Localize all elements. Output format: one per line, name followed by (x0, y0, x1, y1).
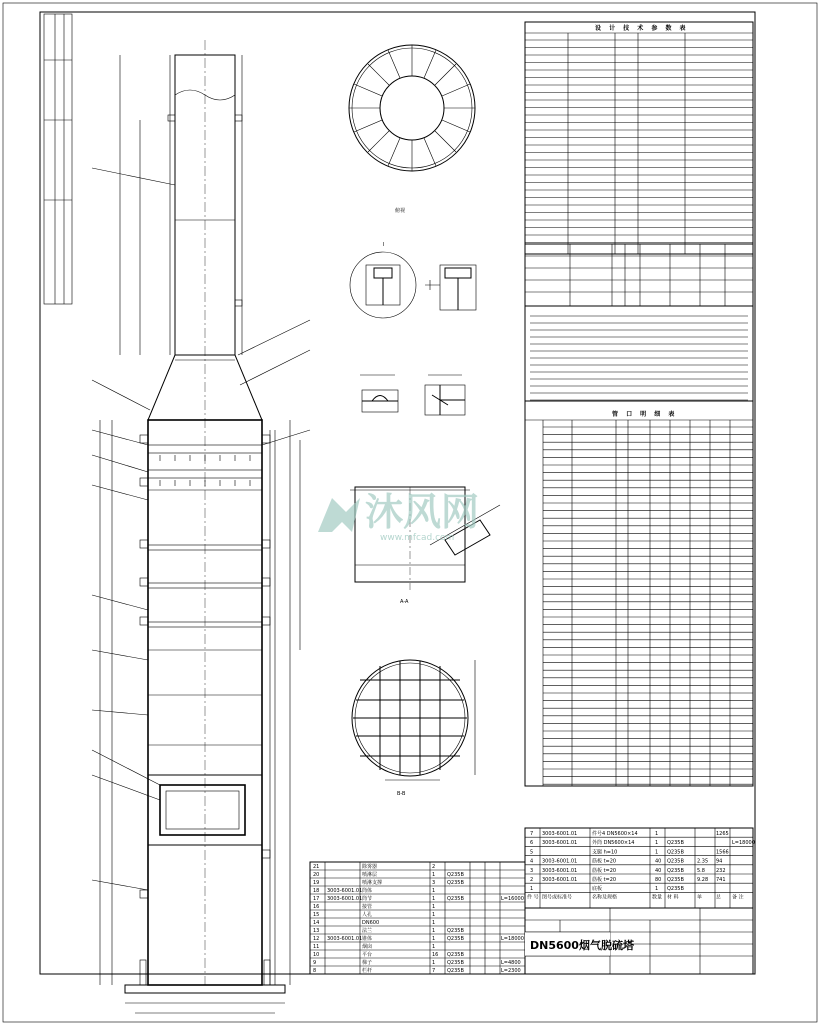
bom-left-qty: 2 (432, 864, 436, 870)
bom-right-code: 3003-6001.01 (542, 840, 578, 847)
bom-left-name: 接管 (362, 904, 373, 910)
bom-right-no: 7 (530, 831, 534, 837)
bom-right-header: 单 (697, 894, 703, 901)
tech-parameter-table (525, 22, 753, 254)
bom-left-no: 14 (313, 920, 320, 926)
section-aa-label: A-A (400, 599, 409, 605)
bom-left-name: 梯子 (362, 960, 373, 966)
bom-right-mat: Q235B (667, 877, 684, 883)
bom-left-qty: 1 (432, 912, 436, 918)
bom-right-mat: Q235B (667, 867, 684, 874)
bom-left-name: 人孔 (362, 912, 373, 918)
bom-left-qty: 1 (432, 904, 436, 910)
bom-right-no: 4 (530, 858, 534, 865)
bom-left-qty: 1 (432, 920, 436, 926)
bom-left-code: 3003-6001.01 (327, 896, 363, 902)
bom-left-no: 19 (313, 880, 320, 886)
section-bb-grid (352, 660, 475, 797)
bom-left-qty: 1 (432, 936, 436, 942)
bom-right-header: 材 料 (667, 894, 679, 901)
bom-left-name: 法兰 (362, 928, 373, 934)
bom-left-name: 喷淋支撑 (362, 880, 383, 886)
bom-right-w1: 9.28 (697, 877, 709, 883)
bom-left-no: 17 (313, 896, 320, 902)
watermark (318, 490, 479, 543)
bom-right-no: 5 (530, 849, 534, 856)
bom-right-w2: 1566 (716, 849, 729, 856)
bom-left-note: L=16000 (501, 896, 524, 902)
bom-left-no: 9 (313, 960, 317, 966)
bom-right-code: 3003-6001.01 (542, 867, 578, 874)
bom-right-mat: Q235B (667, 858, 684, 865)
bom-right-name: 筋板 t=20 (592, 858, 617, 865)
bom-right-w1: 2.35 (697, 858, 709, 865)
bom-left-name: 筒体 (362, 888, 373, 894)
bom-right-no: 6 (530, 840, 534, 847)
bom-left-mat: Q235B (447, 872, 464, 878)
bom-right-name: 筋板 t=20 (592, 867, 617, 874)
bom-left-note: L=4800 (501, 960, 521, 966)
bom-left-name: 栏杆 (362, 968, 373, 974)
bom-right-qty: 1 (655, 849, 659, 856)
detail-label: I (383, 242, 385, 248)
bom-right-w2: 232 (716, 867, 726, 874)
bom-right-qty: 1 (655, 886, 659, 893)
bom-right-code: 3003-6001.01 (542, 831, 578, 837)
bom-right-code: 3003-6001.01 (542, 877, 578, 883)
bom-left-name: 喷淋层 (362, 872, 378, 878)
bom-left-no: 10 (313, 952, 320, 958)
bom-left-mat: Q235B (447, 960, 464, 966)
binding-strip (44, 14, 72, 304)
bom-left-no: 12 (313, 936, 320, 942)
parts-list (525, 401, 753, 786)
bom-right-qty: 80 (655, 877, 662, 883)
bom-left-no: 20 (313, 872, 320, 878)
bom-right-code: 3003-6001.01 (542, 858, 578, 865)
bom-left-no: 15 (313, 912, 320, 918)
bom-left-qty: 16 (432, 952, 439, 958)
nozzle-table (525, 244, 753, 306)
watermark-url: www.mfcad.com (380, 533, 455, 543)
bom-right-mat: Q235B (667, 840, 684, 847)
bom-right-name: 筋板 t=20 (592, 877, 617, 883)
bom-right-header: 件 号 (527, 894, 539, 901)
bom-right-qty: 1 (655, 831, 659, 837)
bom-left-qty: 7 (432, 968, 436, 974)
notes-block (525, 306, 753, 401)
bom-right-qty: 40 (655, 858, 662, 865)
bom-right-header: 总 (716, 894, 722, 901)
bom-left-code: 3003-6001.01 (327, 888, 363, 894)
bom-left-qty: 3 (432, 880, 436, 886)
bom-left-no: 8 (313, 968, 317, 974)
bom-right-name: 外筒 DN5600×14 (592, 840, 635, 847)
bom-right-qty: 1 (655, 840, 659, 847)
bom-right-name: 底板 (592, 886, 603, 893)
tech-table-header: 设 计 技 术 参 数 表 (595, 25, 689, 32)
detail-views (350, 242, 476, 415)
bom-right-qty: 40 (655, 867, 662, 874)
base-ring (125, 985, 285, 993)
bom-left-name: 烟囱 (362, 944, 373, 950)
bom-left-mat: Q235B (447, 968, 464, 974)
bom-left-name: 平台 (362, 952, 373, 958)
watermark-brand: 沐风网 (365, 490, 480, 534)
bom-left-mat: Q235B (447, 880, 464, 886)
bom-right-w2: 94 (716, 858, 723, 865)
bom-left-mat: Q235B (447, 936, 464, 942)
watermark-logo-icon (318, 498, 360, 532)
bom-left-qty: 1 (432, 896, 436, 902)
bom-left-qty: 1 (432, 888, 436, 894)
bom-right-w1: 5.8 (697, 867, 705, 874)
bom-left-note: L=2300 (501, 968, 521, 974)
bom-left-mat: Q235B (447, 952, 464, 958)
bom-left-no: 18 (313, 888, 320, 894)
title-block (525, 908, 753, 974)
bom-left-qty: 1 (432, 928, 436, 934)
bom-right-no: 2 (530, 877, 534, 883)
bom-left-note: L=18000 (501, 936, 524, 942)
bom-right-no: 1 (530, 886, 534, 893)
bom-left-no: 13 (313, 928, 320, 934)
bom-left-no: 16 (313, 904, 320, 910)
bom-left-qty: 1 (432, 960, 436, 966)
bom-left-no: 11 (313, 944, 320, 950)
top-view-label: 俯视 (395, 208, 406, 214)
bom-right-header: 名称及规格 (592, 894, 618, 901)
bom-right-header: 图号或标准号 (542, 894, 573, 901)
bom-left-name: 除雾器 (362, 864, 378, 870)
bom-right-header: 数量 (652, 894, 663, 901)
bom-right-no: 3 (530, 867, 534, 874)
bom-left-qty: 1 (432, 872, 436, 878)
bom-right-mat: Q235B (667, 849, 684, 856)
bottom-section-label: B-B (397, 791, 406, 797)
bom-left-no: 21 (313, 864, 320, 870)
bom-left-name: 筒节 (362, 896, 373, 902)
bom-right-header: 备 注 (732, 894, 744, 901)
bom-right-name: 件号4 DN5600×14 (592, 831, 638, 837)
bom-right-name: 支腿 h=10 (592, 849, 618, 856)
bom-right-mat: Q235B (667, 886, 684, 893)
bom-right-w2: 1265 (716, 831, 729, 837)
top-view-demister (349, 45, 475, 214)
bom-right-w2: 741 (716, 877, 726, 883)
bom-left-mat: Q235B (447, 896, 464, 902)
drawing-title: DN5600烟气脱硫塔 (530, 939, 634, 952)
bom-left-qty: 1 (432, 944, 436, 950)
bom-left-code: 3003-6001.01 (327, 936, 363, 942)
bom-left-name: 锥体 (362, 936, 373, 942)
bom-left-name: DN600 (362, 920, 380, 926)
tower-elevation (92, 40, 310, 1013)
bom-left-mat: Q235B (447, 928, 464, 934)
parts-list-header: 管 口 明 细 表 (612, 411, 678, 418)
bom-right-note: L=18000 (732, 840, 755, 847)
